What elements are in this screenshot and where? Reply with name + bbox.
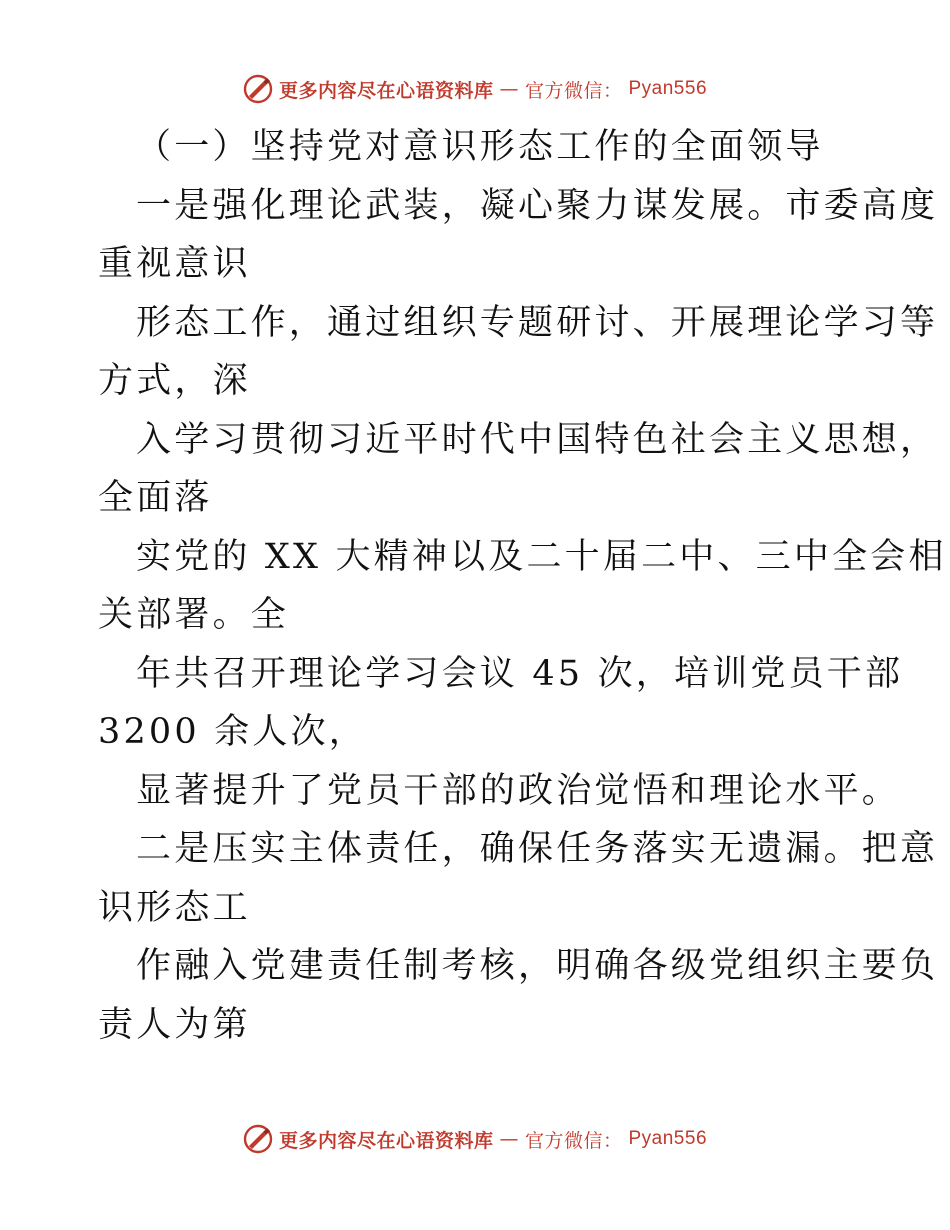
text-line: 重视意识 bbox=[98, 244, 251, 284]
text-line: 作融入党建责任制考核，明确各级党组织主要负 bbox=[136, 946, 939, 986]
pen-logo-icon bbox=[243, 74, 273, 104]
text-line: 形态工作，通过组织专题研讨、开展理论学习等 bbox=[136, 302, 939, 343]
text-line: 年共召开理论学习会议 45 次，培训党员干部 bbox=[136, 653, 904, 694]
banner-site-name: 更多内容尽在心语资料库 bbox=[278, 79, 494, 102]
banner-wechat-label: 官方微信： bbox=[524, 1129, 623, 1152]
footer-banner bbox=[0, 1124, 950, 1154]
paragraph-heading: （一）坚持党对意识形态工作的全面领导 bbox=[136, 127, 824, 167]
banner-wechat-label: 官方微信： bbox=[524, 79, 623, 102]
banner-site-name: 更多内容尽在心语资料库 bbox=[278, 1129, 494, 1152]
banner-wechat-id: Pyan556 bbox=[628, 78, 708, 99]
banner-dash: — bbox=[499, 1128, 519, 1150]
text-line: 全面落 bbox=[98, 478, 213, 518]
header-banner bbox=[0, 74, 950, 104]
text-line: 显著提升了党员干部的政治觉悟和理论水平。 bbox=[136, 770, 901, 811]
text-line: 二是压实主体责任，确保任务落实无遗漏。把意 bbox=[136, 829, 939, 869]
text-line: 责人为第 bbox=[98, 1004, 251, 1045]
text-line: 实党的 XX 大精神以及二十届二中、三中全会相 bbox=[136, 536, 947, 577]
banner-wechat-id: Pyan556 bbox=[628, 1128, 708, 1149]
text-line: 入学习贯彻习近平时代中国特色社会主义思想， bbox=[136, 419, 939, 460]
text-line: 方式，深 bbox=[98, 361, 251, 401]
text-line: 一是强化理论武装，凝心聚力谋发展。市委高度 bbox=[136, 185, 939, 226]
text-line: 3200 余人次， bbox=[98, 712, 367, 752]
document-body bbox=[98, 118, 947, 1054]
text-line: 关部署。全 bbox=[98, 595, 290, 635]
pen-logo-icon bbox=[243, 1124, 273, 1154]
text-line: 识形态工 bbox=[98, 887, 251, 928]
banner-dash: — bbox=[499, 78, 519, 100]
